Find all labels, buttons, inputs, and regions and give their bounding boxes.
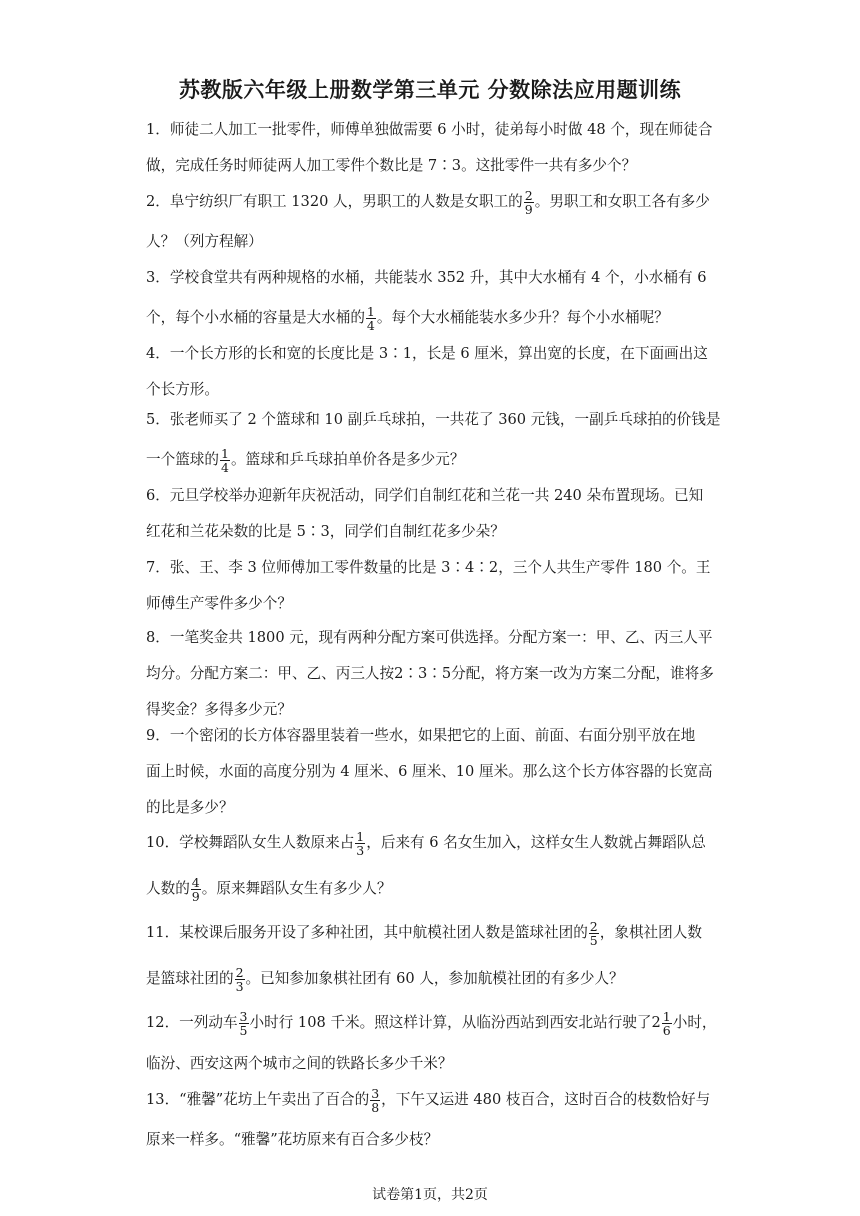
question-6-line-1: 6．元旦学校举办迎新年庆祝活动，同学们自制红花和兰花一共 240 朵布置现场。已知 (146, 487, 704, 504)
question-9 (146, 718, 716, 826)
question-13-text-a: 13．“雅馨”花坊上午卖出了百合的 (146, 1091, 370, 1108)
question-10-text-c: 人数的 (146, 880, 190, 897)
question-11 (146, 910, 716, 1002)
question-12-text-b: 小时行 108 千米。照这样计算，从临汾西站到西安北站行驶了 (249, 1014, 652, 1031)
question-1-line-1: 1．师徒二人加工一批零件，师傅单独做需要 6 小时，徒弟每小时做 48 个，现在师徒合 (146, 121, 713, 138)
question-8-line-2: 均分。分配方案二：甲、乙、丙三人按2∶3∶5分配，将方案一改为方案二分配，谁将多 (146, 665, 714, 682)
denominator: 3 (356, 842, 365, 858)
numerator: 3 (371, 1085, 380, 1101)
page-footer: 试卷第1页，共2页 (372, 1187, 488, 1203)
denominator: 3 (235, 978, 244, 994)
fraction (235, 966, 245, 993)
question-9-line-2: 面上时候，水面的高度分别为 4 厘米、6 厘米、10 厘米。那么这个长方体容器的长宽高 (146, 763, 713, 780)
numerator: 1 (366, 303, 375, 319)
denominator: 9 (524, 201, 533, 217)
denominator: 9 (191, 888, 200, 904)
numerator: 3 (239, 1008, 248, 1024)
question-13 (146, 1078, 716, 1158)
denominator: 4 (366, 317, 375, 333)
question-1 (146, 112, 716, 184)
question-7-line-2: 师傅生产零件多少个？ (146, 595, 292, 612)
question-10 (146, 820, 716, 912)
denominator: 5 (589, 932, 598, 948)
question-5-line-1: 5．张老师买了 2 个篮球和 10 副乒乓球拍，一共花了 360 元钱，一副乒乓球拍的价钱是 (146, 411, 721, 428)
question-2-text-a: 2．阜宁纺织厂有职工 1320 人，男职工的人数是女职工的 (146, 193, 523, 210)
question-8 (146, 620, 716, 728)
question-5-text-a: 一个篮球的 (146, 451, 219, 468)
fraction (220, 447, 230, 474)
question-11-text-d: 。已知参加象棋社团有 60 人，参加航模社团的有多少人？ (245, 970, 624, 987)
question-10-line-2 (146, 866, 716, 912)
question-5 (146, 400, 721, 480)
question-4-line-2: 个长方形。 (146, 381, 219, 398)
page-title: 苏教版六年级上册数学第三单元 分数除法应用题训练 (178, 77, 682, 102)
numerator: 4 (191, 874, 200, 890)
question-3 (146, 258, 716, 338)
question-3-line-2 (146, 298, 716, 338)
fraction (370, 1087, 380, 1114)
question-12-text-a: 12．一列动车 (146, 1014, 238, 1031)
mixed-number-whole: 2 (651, 1014, 661, 1031)
question-4 (146, 336, 716, 408)
denominator: 8 (371, 1099, 380, 1115)
question-4-line-1: 4．一个长方形的长和宽的长度比是 3∶1，长是 6 厘米，算出宽的长度，在下面画出这 (146, 345, 708, 362)
question-7 (146, 550, 716, 622)
numerator: 1 (356, 828, 365, 844)
fraction (524, 189, 534, 216)
question-11-line-1 (146, 910, 716, 956)
fraction (191, 876, 201, 903)
question-13-line-2: 原来一样多。“雅馨”花坊原来有百合多少枝？ (146, 1131, 439, 1148)
question-8-line-3: 得奖金？多得多少元？ (146, 701, 292, 718)
question-12-line-1 (146, 1000, 716, 1046)
question-6 (146, 478, 716, 550)
fraction (239, 1010, 249, 1037)
question-10-text-d: 。原来舞蹈队女生有多少人？ (201, 880, 392, 897)
numerator: 1 (662, 1008, 671, 1024)
fraction (355, 830, 365, 857)
numerator: 2 (524, 187, 533, 203)
denominator: 4 (220, 459, 229, 475)
numerator: 1 (220, 445, 229, 461)
question-11-line-2 (146, 956, 716, 1002)
question-6-line-2: 红花和兰花朵数的比是 5∶3，同学们自制红花多少朵？ (146, 523, 505, 540)
question-2-text-b: 。男职工和女职工各有多少 (534, 193, 710, 210)
question-10-line-1 (146, 820, 716, 866)
fraction (589, 920, 599, 947)
question-5-text-b: 。篮球和乒乓球拍单价各是多少元？ (230, 451, 465, 468)
question-3-text-b: 。每个大水桶能装水多少升？每个小水桶呢？ (376, 309, 669, 326)
fraction (366, 305, 376, 332)
question-11-text-c: 是篮球社团的 (146, 970, 234, 987)
question-2-line-1 (146, 182, 716, 222)
fraction (662, 1010, 672, 1037)
question-12-text-c: 小时， (672, 1014, 717, 1031)
question-10-text-a: 10．学校舞蹈队女生人数原来占 (146, 834, 355, 851)
question-13-text-b: ，下午又运进 480 枝百合，这时百合的枝数恰好与 (381, 1091, 711, 1108)
question-5-line-2 (146, 440, 716, 480)
question-2-line-2: 人？（列方程解） (146, 233, 263, 250)
question-1-line-2: 做，完成任务时师徒两人加工零件个数比是 7∶3。这批零件一共有多少个？ (146, 157, 637, 174)
denominator: 6 (662, 1022, 671, 1038)
question-3-line-1: 3．学校食堂共有两种规格的水桶，共能装水 352 升，其中大水桶有 4 个，小水桶有 6 (146, 269, 707, 286)
question-7-line-1: 7．张、王、李 3 位师傅加工零件数量的比是 3∶4∶2，三个人共生产零件 180 个。王 (146, 559, 711, 576)
question-10-text-b: ，后来有 6 名女生加入，这样女生人数就占舞蹈队总 (366, 834, 706, 851)
question-9-line-3: 的比是多少？ (146, 799, 234, 816)
numerator: 2 (235, 964, 244, 980)
question-12 (146, 1000, 716, 1082)
question-8-line-1: 8．一笔奖金共 1800 元，现有两种分配方案可供选择。分配方案一：甲、乙、丙三人平 (146, 629, 713, 646)
question-11-text-b: ，象棋社团人数 (599, 924, 702, 941)
denominator: 5 (239, 1022, 248, 1038)
question-3-text-a: 个，每个小水桶的容量是大水桶的 (146, 309, 365, 326)
question-9-line-1: 9．一个密闭的长方体容器里装着一些水，如果把它的上面、前面、右面分别平放在地 (146, 727, 696, 744)
question-11-text-a: 11．某校课后服务开设了多种社团，其中航模社团人数是篮球社团的 (146, 924, 588, 941)
numerator: 2 (589, 918, 598, 934)
question-12-line-2: 临汾、西安这两个城市之间的铁路长多少千米？ (146, 1055, 453, 1072)
question-2 (146, 182, 716, 262)
question-13-line-1 (146, 1078, 716, 1122)
